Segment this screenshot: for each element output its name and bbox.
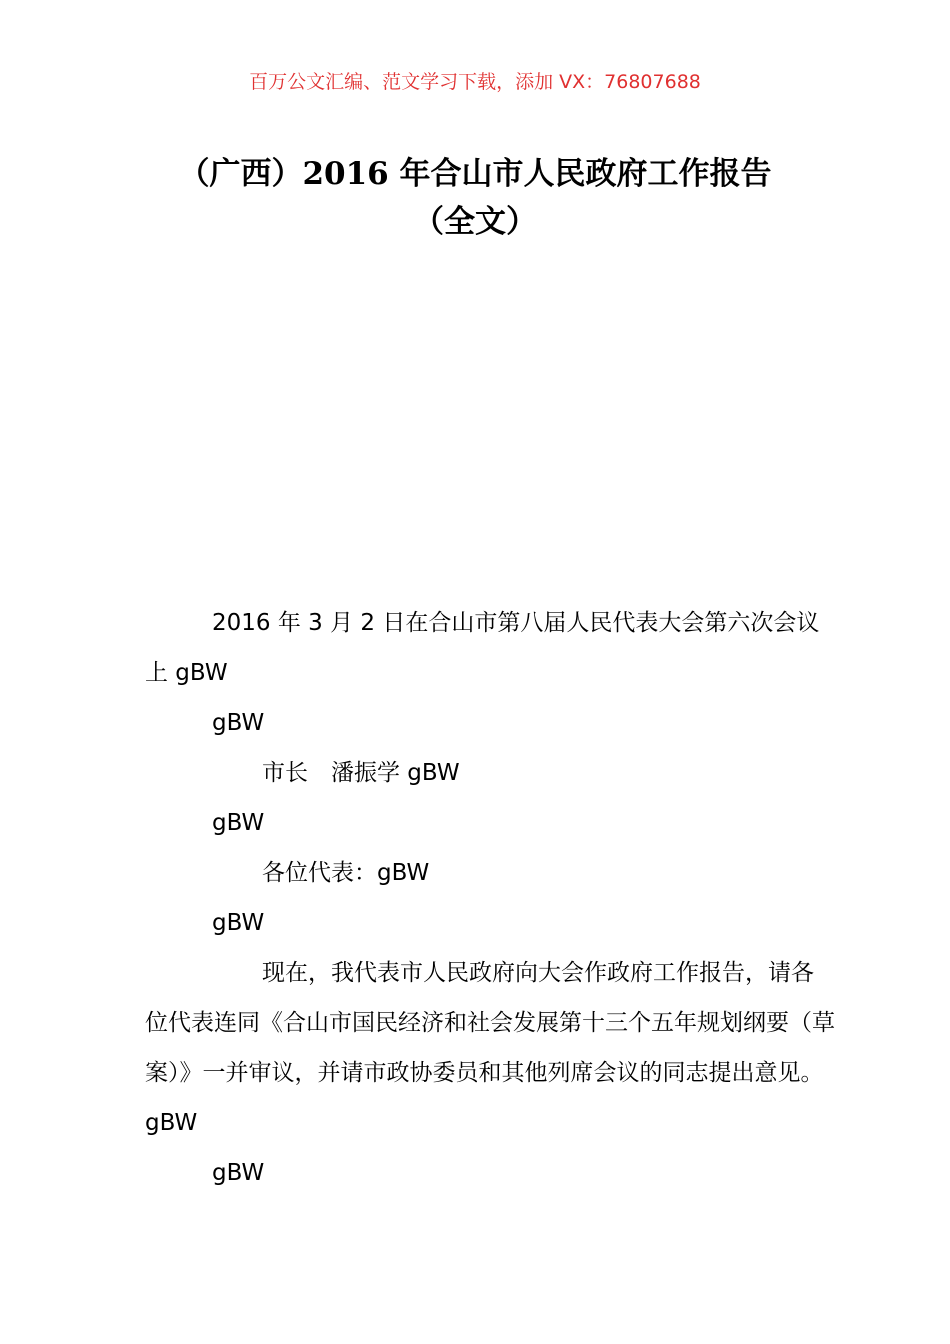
marker-line: gBW (212, 710, 265, 736)
document-body (145, 598, 835, 1198)
speaker-line: 市长 潘振学 gBW (262, 760, 460, 786)
marker-line: gBW (212, 1160, 265, 1186)
document-title (100, 150, 850, 246)
marker-line: gBW (212, 910, 265, 936)
opening-paragraph: 现在，我代表市人民政府向大会作政府工作报告，请各位代表连同《合山市国民经济和社会发展第十三个五年规划纲要（草案）》一并审议，并请市政协委员和其他列席会议的同志提出意见。gBW (145, 960, 835, 1136)
document-title-line-2: （全文） (413, 204, 537, 240)
document-title-line-1: （广西）2016 年合山市人民政府工作报告 (178, 156, 772, 192)
marker-line: gBW (212, 810, 265, 836)
header-watermark-note: 百万公文汇编、范文学习下载，添加 VX：76807688 (249, 71, 701, 93)
meeting-info-paragraph: 2016 年 3 月 2 日在合山市第八届人民代表大会第六次会议上 gBW (145, 610, 820, 686)
salutation-line: 各位代表：gBW (262, 860, 430, 886)
